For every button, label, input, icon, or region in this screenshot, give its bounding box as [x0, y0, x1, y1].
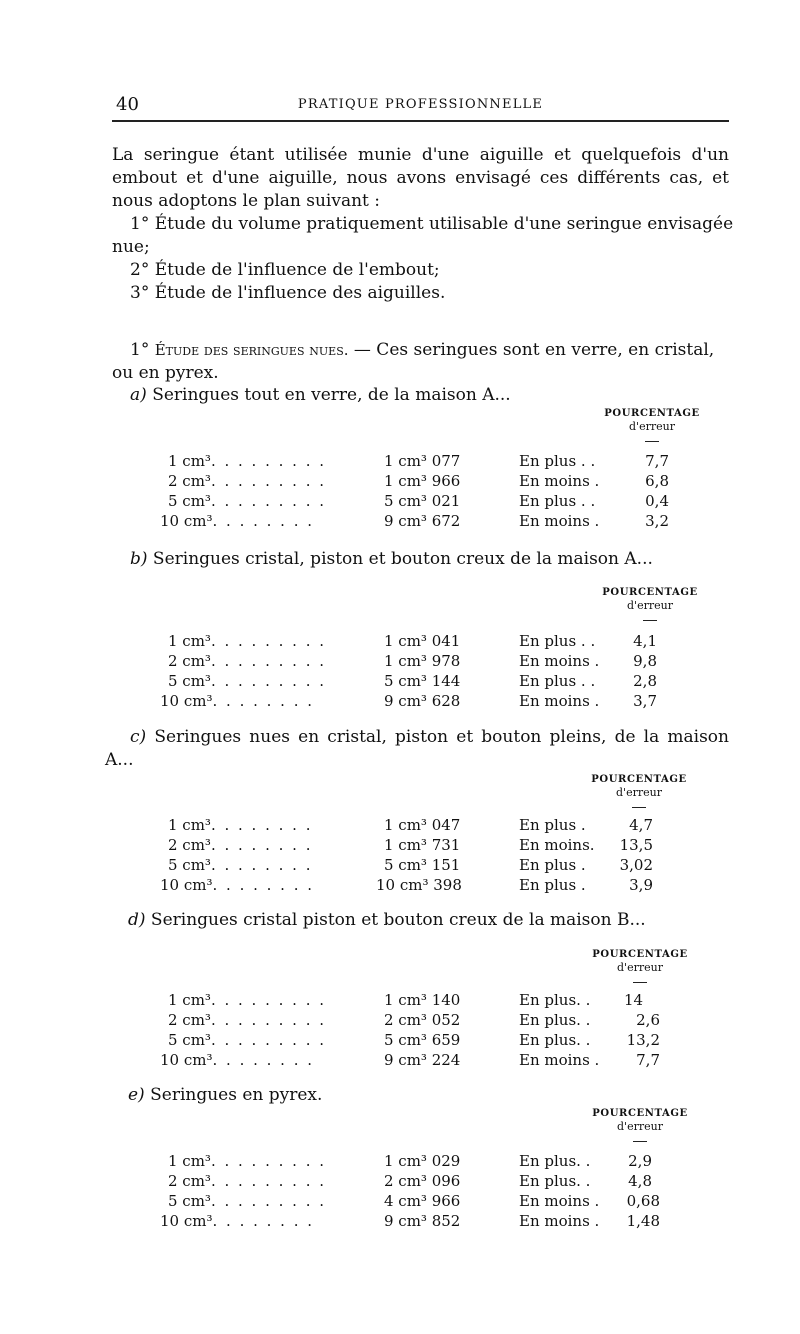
section-heading	[112, 339, 729, 362]
nominal-volume: 10 cm³	[160, 692, 213, 710]
error-column-header	[584, 773, 694, 808]
column-title: POURCENTAGE	[591, 774, 687, 785]
plan-item-1: 1° Étude du volume pratiquement utilisable d'une seringue envisagée	[130, 214, 734, 234]
error-percent: 0,4	[645, 492, 669, 510]
table-row	[0, 472, 800, 492]
nominal-volume: 2 cm³	[168, 836, 211, 854]
section-text-cont: ou en pyrex.	[112, 363, 219, 383]
column-subtitle: d'erreur	[627, 599, 673, 612]
table-row	[0, 512, 800, 532]
section-title: Étude des seringues nues.	[154, 341, 349, 359]
running-head	[112, 94, 729, 122]
error-direction: En plus .	[519, 856, 586, 874]
error-column-header	[595, 586, 705, 621]
error-column-header	[597, 407, 707, 442]
table-caption: Seringues cristal, piston et bouton creux de la maison A...	[152, 549, 653, 569]
table-row	[0, 1051, 800, 1071]
measured-volume: 1 cm³ 077	[384, 452, 461, 470]
nominal-volume: 5 cm³	[168, 672, 211, 690]
nominal-volume: 2 cm³	[168, 472, 211, 490]
table-e-caption	[128, 1085, 322, 1105]
error-percent: 7,7	[645, 452, 669, 470]
measured-volume: 5 cm³ 659	[384, 1031, 461, 1049]
error-column-header	[585, 948, 695, 983]
leader-dots: . . . . . . . . .	[210, 492, 327, 510]
table-caption: Seringues en pyrex.	[150, 1085, 323, 1105]
error-percent: 3,2	[645, 512, 669, 530]
error-percent: 0,68	[626, 1192, 660, 1210]
nominal-volume: 5 cm³	[168, 1192, 211, 1210]
error-direction: En plus. .	[519, 1011, 591, 1029]
intro-line: embout et d'une aiguille, nous avons envisagé ces différents cas, et	[112, 168, 729, 188]
table-row	[0, 1152, 800, 1172]
leader-dots: . . . . . . . .	[210, 816, 313, 834]
nominal-volume: 5 cm³	[168, 1031, 211, 1049]
error-percent: 2,6	[636, 1011, 660, 1029]
column-subtitle: d'erreur	[629, 420, 675, 433]
error-direction: En moins .	[519, 1212, 600, 1230]
leader-dots: . . . . . . . . .	[210, 632, 327, 650]
nominal-volume: 10 cm³	[160, 512, 213, 530]
nominal-volume: 10 cm³	[160, 1051, 213, 1069]
table-row	[0, 876, 800, 896]
leader-dots: . . . . . . . .	[212, 1212, 315, 1230]
section-number: 1°	[130, 340, 150, 360]
leader-dots: . . . . . . . .	[210, 836, 313, 854]
nominal-volume: 1 cm³	[168, 816, 211, 834]
table-letter: d)	[128, 910, 146, 930]
nominal-volume: 1 cm³	[168, 1152, 211, 1170]
error-percent: 4,8	[628, 1172, 652, 1190]
measured-volume: 2 cm³ 052	[384, 1011, 461, 1029]
measured-volume: 1 cm³ 140	[384, 991, 461, 1009]
intro-paragraph	[112, 144, 734, 314]
nominal-volume: 10 cm³	[160, 1212, 213, 1230]
table-row	[0, 1031, 800, 1051]
table-row	[0, 652, 800, 672]
error-direction: En plus. .	[519, 1152, 591, 1170]
error-direction: En plus . .	[519, 672, 596, 690]
error-percent: 2,9	[628, 1152, 652, 1170]
leader-dots: . . . . . . . .	[212, 512, 315, 530]
table-row	[0, 1192, 800, 1212]
table-row	[0, 1011, 800, 1031]
column-rule	[633, 1141, 647, 1142]
column-rule	[632, 807, 646, 808]
table-caption-cont: A...	[105, 750, 134, 770]
column-title: POURCENTAGE	[592, 949, 688, 960]
leader-dots: . . . . . . . . .	[210, 1172, 327, 1190]
error-percent: 14	[624, 991, 644, 1009]
nominal-volume: 2 cm³	[168, 652, 211, 670]
table-letter: b)	[130, 549, 148, 569]
error-direction: En moins .	[519, 692, 600, 710]
nominal-volume: 1 cm³	[168, 632, 211, 650]
measured-volume: 9 cm³ 672	[384, 512, 461, 530]
column-title: POURCENTAGE	[602, 587, 698, 598]
nominal-volume: 5 cm³	[168, 856, 211, 874]
table-row	[0, 672, 800, 692]
column-rule	[643, 620, 657, 621]
error-percent: 9,8	[633, 652, 657, 670]
section-1-intro	[112, 339, 729, 385]
error-percent: 13,2	[626, 1031, 660, 1049]
measured-volume: 4 cm³ 966	[384, 1192, 461, 1210]
measured-volume: 1 cm³ 978	[384, 652, 461, 670]
measured-volume: 1 cm³ 966	[384, 472, 461, 490]
error-percent: 3,9	[629, 876, 653, 894]
nominal-volume: 5 cm³	[168, 492, 211, 510]
leader-dots: . . . . . . . . .	[210, 1152, 327, 1170]
error-direction: En moins .	[519, 1192, 600, 1210]
error-percent: 7,7	[636, 1051, 660, 1069]
measured-volume: 9 cm³ 224	[384, 1051, 461, 1069]
measured-volume: 2 cm³ 096	[384, 1172, 461, 1190]
leader-dots: . . . . . . . .	[212, 1051, 315, 1069]
table-b-caption	[130, 549, 653, 569]
intro-line: nous adoptons le plan suivant :	[112, 191, 381, 211]
table-row	[0, 692, 800, 712]
table-caption: Seringues nues en cristal, piston et bouton pleins, de la maison	[154, 727, 729, 747]
error-direction: En plus. .	[519, 991, 591, 1009]
measured-volume: 1 cm³ 041	[384, 632, 461, 650]
leader-dots: . . . . . . . . .	[210, 672, 327, 690]
table-caption: Seringues tout en verre, de la maison A...	[152, 385, 511, 405]
nominal-volume: 2 cm³	[168, 1011, 211, 1029]
running-title: PRATIQUE PROFESSIONNELLE	[297, 97, 544, 112]
measured-volume: 10 cm³ 398	[376, 876, 462, 894]
error-percent: 3,7	[633, 692, 657, 710]
error-direction: En plus .	[519, 816, 586, 834]
error-column-header	[585, 1107, 695, 1142]
table-letter: e)	[128, 1085, 145, 1105]
nominal-volume: 1 cm³	[168, 452, 211, 470]
measured-volume: 9 cm³ 852	[384, 1212, 461, 1230]
error-percent: 2,8	[633, 672, 657, 690]
measured-volume: 1 cm³ 731	[384, 836, 461, 854]
measured-volume: 1 cm³ 029	[384, 1152, 461, 1170]
leader-dots: . . . . . . . . .	[210, 472, 327, 490]
error-percent: 3,02	[619, 856, 653, 874]
leader-dots: . . . . . . . . .	[210, 1192, 327, 1210]
table-c-caption	[105, 726, 729, 772]
measured-volume: 5 cm³ 144	[384, 672, 461, 690]
nominal-volume: 10 cm³	[160, 876, 213, 894]
table-row	[0, 1212, 800, 1232]
error-percent: 1,48	[626, 1212, 660, 1230]
leader-dots: . . . . . . . . .	[210, 1011, 327, 1029]
nominal-volume: 2 cm³	[168, 1172, 211, 1190]
error-percent: 4,7	[629, 816, 653, 834]
leader-dots: . . . . . . . . .	[210, 452, 327, 470]
measured-volume: 5 cm³ 021	[384, 492, 461, 510]
table-caption: Seringues cristal piston et bouton creux de la maison B...	[150, 910, 646, 930]
plan-item-1-cont: nue;	[112, 237, 150, 257]
plan-item-3: 3° Étude de l'influence des aiguilles.	[130, 283, 446, 303]
error-percent: 6,8	[645, 472, 669, 490]
table-letter: a)	[130, 385, 147, 405]
error-direction: En plus . .	[519, 632, 596, 650]
leader-dots: . . . . . . . . .	[210, 991, 327, 1009]
measured-volume: 9 cm³ 628	[384, 692, 461, 710]
error-direction: En plus .	[519, 876, 586, 894]
error-direction: En moins .	[519, 512, 600, 530]
leader-dots: . . . . . . . . .	[210, 652, 327, 670]
error-percent: 13,5	[619, 836, 653, 854]
table-row	[0, 991, 800, 1011]
error-percent: 4,1	[633, 632, 657, 650]
nominal-volume: 1 cm³	[168, 991, 211, 1009]
error-direction: En plus. .	[519, 1031, 591, 1049]
leader-dots: . . . . . . . .	[212, 692, 315, 710]
plan-item-2: 2° Étude de l'influence de l'embout;	[130, 260, 440, 280]
table-row	[0, 492, 800, 512]
error-direction: En moins .	[519, 472, 600, 490]
column-rule	[633, 982, 647, 983]
column-subtitle: d'erreur	[617, 1120, 663, 1133]
error-direction: En plus. .	[519, 1172, 591, 1190]
table-row	[0, 816, 800, 836]
column-title: POURCENTAGE	[592, 1108, 688, 1119]
column-title: POURCENTAGE	[604, 408, 700, 419]
leader-dots: . . . . . . . .	[210, 856, 313, 874]
column-subtitle: d'erreur	[617, 961, 663, 974]
error-direction: En moins.	[519, 836, 595, 854]
page-number: 40	[116, 94, 139, 115]
measured-volume: 5 cm³ 151	[384, 856, 461, 874]
table-row	[0, 1172, 800, 1192]
table-row	[0, 856, 800, 876]
measured-volume: 1 cm³ 047	[384, 816, 461, 834]
error-direction: En moins .	[519, 652, 600, 670]
leader-dots: . . . . . . . . .	[210, 1031, 327, 1049]
table-letter: c)	[130, 727, 147, 747]
table-a-caption	[130, 385, 511, 405]
table-row	[0, 452, 800, 472]
table-row	[0, 836, 800, 856]
error-direction: En plus . .	[519, 492, 596, 510]
section-text: — Ces seringues sont en verre, en cristal,	[348, 340, 715, 360]
leader-dots: . . . . . . . .	[212, 876, 315, 894]
column-subtitle: d'erreur	[616, 786, 662, 799]
error-direction: En plus . .	[519, 452, 596, 470]
intro-line: La seringue étant utilisée munie d'une aiguille et quelquefois d'un	[112, 145, 729, 165]
column-rule	[645, 441, 659, 442]
table-row	[0, 632, 800, 652]
table-d-caption	[128, 910, 646, 930]
error-direction: En moins .	[519, 1051, 600, 1069]
